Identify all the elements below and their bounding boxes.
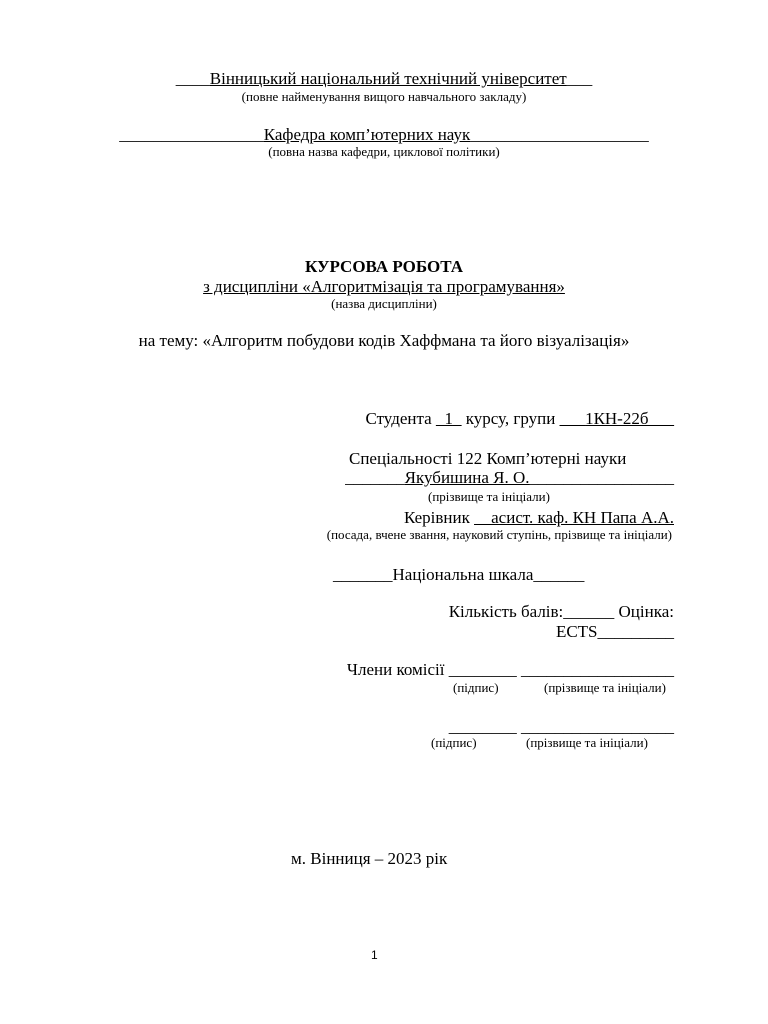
student-label: Студента (365, 409, 436, 428)
student-name-line: _______Якубишина Я. О._________________ (345, 468, 674, 487)
signature-caption-1: (підпис) (453, 680, 499, 695)
student-course: _1_ (435, 409, 462, 428)
student-line (365, 410, 674, 427)
commission-line-2: ________ __________________ (448, 717, 674, 736)
work-title: КУРСОВА РОБОТА (305, 257, 463, 276)
supervisor-label: Керівник (403, 508, 475, 527)
points-grade: Кількість балів:______ Оцінка: (448, 602, 674, 621)
name-caption-2: (прізвище та ініціали) (526, 735, 648, 750)
ects-line: ECTS_________ (555, 622, 674, 641)
place-year: м. Вінниця – 2023 рік (291, 849, 448, 868)
name-caption-1: (прізвище та ініціали) (544, 680, 666, 695)
signature-caption-2: (підпис) (431, 735, 477, 750)
national-scale: _______Національна шкала______ (333, 565, 585, 584)
page-number: 1 (371, 948, 378, 962)
commission-line: Члени комісії ________ __________________ (346, 660, 674, 679)
department-caption: (повна назва кафедри, циклової політики) (268, 144, 500, 159)
course-label: курсу, групи (461, 409, 560, 428)
department-prefix: _________________ (119, 125, 264, 144)
university-caption: (повне найменування вищого навчального закладу) (241, 89, 527, 104)
work-topic: на тему: «Алгоритм побудови кодів Хаффмана та його візуалізація» (138, 331, 630, 350)
student-group: ___1КН-22б___ (559, 409, 674, 428)
discipline-caption: (назва дисципліни) (331, 296, 437, 311)
student-name-caption: (прізвище та ініціали) (428, 489, 550, 504)
department-name: Кафедра комп’ютерних наук (263, 125, 471, 144)
university-name: Вінницький національний технічний університет (209, 69, 567, 88)
work-discipline: з дисципліни «Алгоритмізація та програмування» (203, 277, 565, 296)
supervisor-caption: (посада, вчене звання, науковий ступінь, прізвище та ініціали) (326, 527, 672, 542)
student-specialty: Спеціальності 122 Комп’ютерні науки (349, 449, 627, 468)
department-line (0, 126, 768, 143)
university-prefix: ____ (175, 69, 210, 88)
supervisor-value: __асист. каф. КН Папа А.А. (474, 508, 674, 527)
student-name: Якубишина Я. О. (404, 468, 530, 487)
university-suffix: ___ (566, 69, 593, 88)
university-line (0, 70, 768, 87)
supervisor-line (404, 509, 674, 526)
department-suffix: _____________________ (470, 125, 649, 144)
